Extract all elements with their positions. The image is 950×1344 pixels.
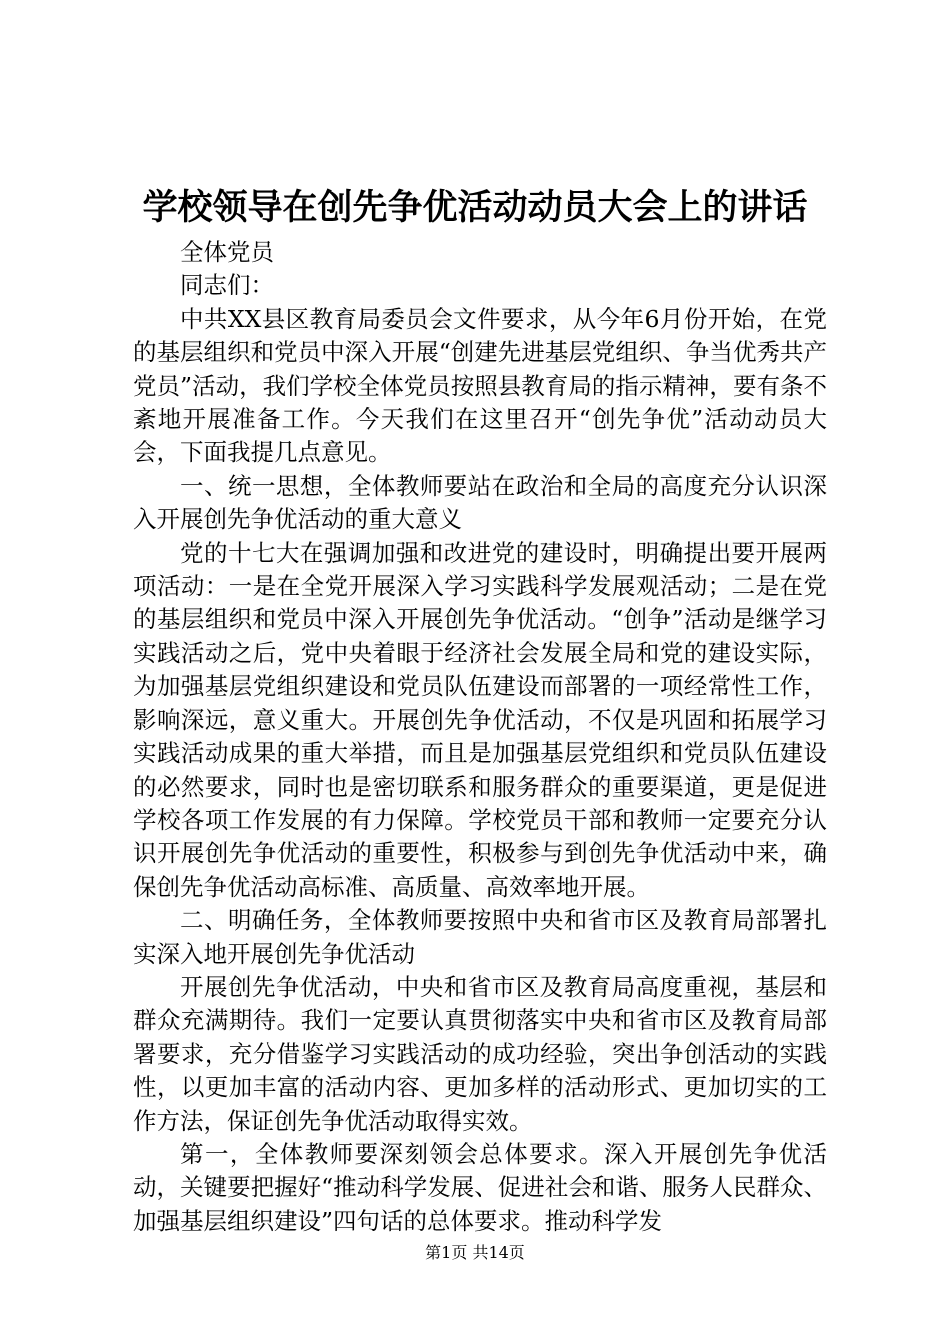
document-title: 学校领导在创先争优活动动员大会上的讲话 [142,187,808,228]
page-footer [0,1241,950,1265]
page-number: 第1页 共14页 [425,1243,525,1262]
salutation-line: 同志们： [180,271,274,300]
body-paragraph: 党的十七大在强调加强和改进党的建设时，明确提出要开展两项活动：一是在全党开展深入学习实践科学发展观活动；二是在党的基层组织和党员中深入开展创先争优活动。“创争”活动是继学习实践活动之后，党中央着眼于经济社会发展全局和党的建设实际，为加强基层党组织建设和党员队伍建设而部署的一项经常性工作，影响深远，意义重大。开展创先争优活动，不仅是巩固和拓展学习实践活动成果的重大举措，而且是加强基层党组织和党员队伍建设的必然要求，同时也是密切联系和服务群众的重要渠道，更是促进学校各项工作发展的有力保障。学校党员干部和教师一定要充分认识开展创先争优活动的重要性，积极参与到创先争优活动中来，确保创先争优活动高标准、高质量、高效率地开展。 [133,538,827,901]
body-paragraph: 第一，全体教师要深刻领会总体要求。深入开展创先争优活动，关键要把握好“推动科学发展、促进社会和谐、服务人民群众、加强基层组织建设”四句话的总体要求。推动科学发 [133,1139,827,1235]
body-paragraph: 中共XX县区教育局委员会文件要求，从今年6月份开始，在党的基层组织和党员中深入开展“创建先进基层党组织、争当优秀共产党员”活动，我们学校全体党员按照县教育局的指示精神，要有条不紊地开展准备工作。今天我们在这里召开“创先争优”活动动员大会，下面我提几点意见。 [133,304,827,467]
document-body [133,236,827,1238]
body-paragraph: 开展创先争优活动，中央和省市区及教育局高度重视，基层和群众充满期待。我们一定要认真贯彻落实中央和省市区及教育局部署要求，充分借鉴学习实践活动的成功经验，突出争创活动的实践性，以更加丰富的活动内容、更加多样的活动形式、更加切实的工作方法，保证创先争优活动取得实效。 [133,972,827,1135]
section-heading: 二、明确任务，全体教师要按照中央和省市区及教育局部署扎实深入地开展创先争优活动 [133,906,827,968]
section-heading: 一、统一思想，全体教师要站在政治和全局的高度充分认识深入开展创先争优活动的重大意义 [133,471,827,534]
salutation-line: 全体党员 [180,238,274,266]
